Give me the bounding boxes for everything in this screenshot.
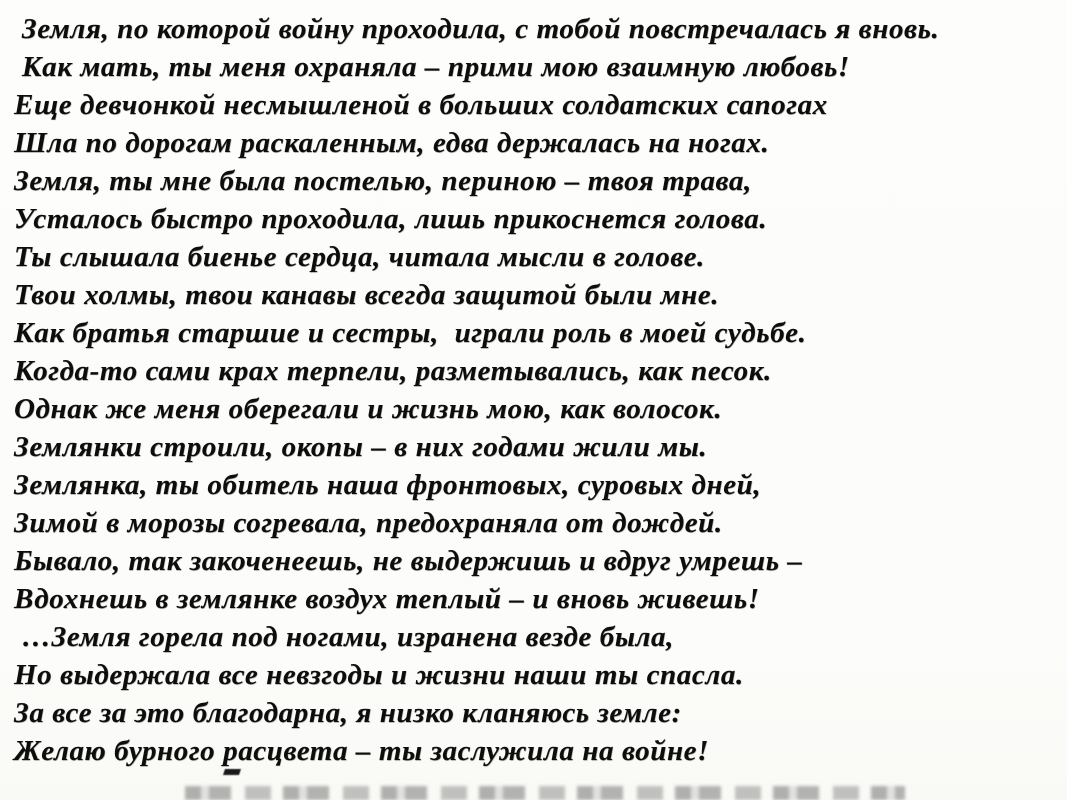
poem-line: Землянка, ты обитель наша фронтовых, суровых дней, (14, 469, 762, 501)
scan-ink-speck (223, 769, 241, 775)
poem-line: Еще девчонкой несмышленой в больших солдатских сапогах (14, 89, 828, 121)
poem-line: За все за это благодарна, я низко кланяюсь земле: (14, 697, 682, 729)
poem-line: Когда-то сами крах терпели, разметывались, как песок. (14, 355, 772, 387)
poem-line: Однак же меня оберегали и жизнь мою, как волосок. (14, 393, 723, 425)
poem-line: Вдохнешь в землянке воздух теплый – и вновь живешь! (14, 583, 760, 615)
poem-line: Бывало, так закоченеешь, не выдержишь и вдруг умрешь – (14, 545, 803, 577)
poem-line: Как мать, ты меня охраняла – прими мою взаимную любовь! (14, 51, 850, 83)
poem-line: …Земля горела под ногами, изранена везде была, (14, 621, 674, 653)
poem-line: Твои холмы, твои канавы всегда защитой были мне. (14, 279, 720, 311)
poem-line: Желаю бурного расцвета – ты заслужила на войне! (14, 735, 710, 767)
poem-line: Земля, ты мне была постелью, периною – твоя трава, (14, 165, 752, 197)
poem-line: Землянки строили, окопы – в них годами жили мы. (14, 431, 708, 463)
poem-line: Ты слышала биенье сердца, читала мысли в голове. (14, 241, 705, 273)
poem-line: Усталось быстро проходила, лишь прикоснется голова. (14, 203, 768, 235)
scan-cutoff-text-artifact (185, 786, 905, 800)
poem-line: Шла по дорогам раскаленным, едва держалась на ногах. (14, 127, 770, 159)
poem-line: Земля, по которой войну проходила, с тобой повстречалась я вновь. (14, 13, 940, 45)
poem-line: Как братья старшие и сестры, играли роль в моей судьбе. (14, 317, 807, 349)
poem-line: Но выдержала все невзгоды и жизни наши ты спасла. (14, 659, 744, 691)
poem-line: Зимой в морозы согревала, предохраняла от дождей. (14, 507, 723, 539)
